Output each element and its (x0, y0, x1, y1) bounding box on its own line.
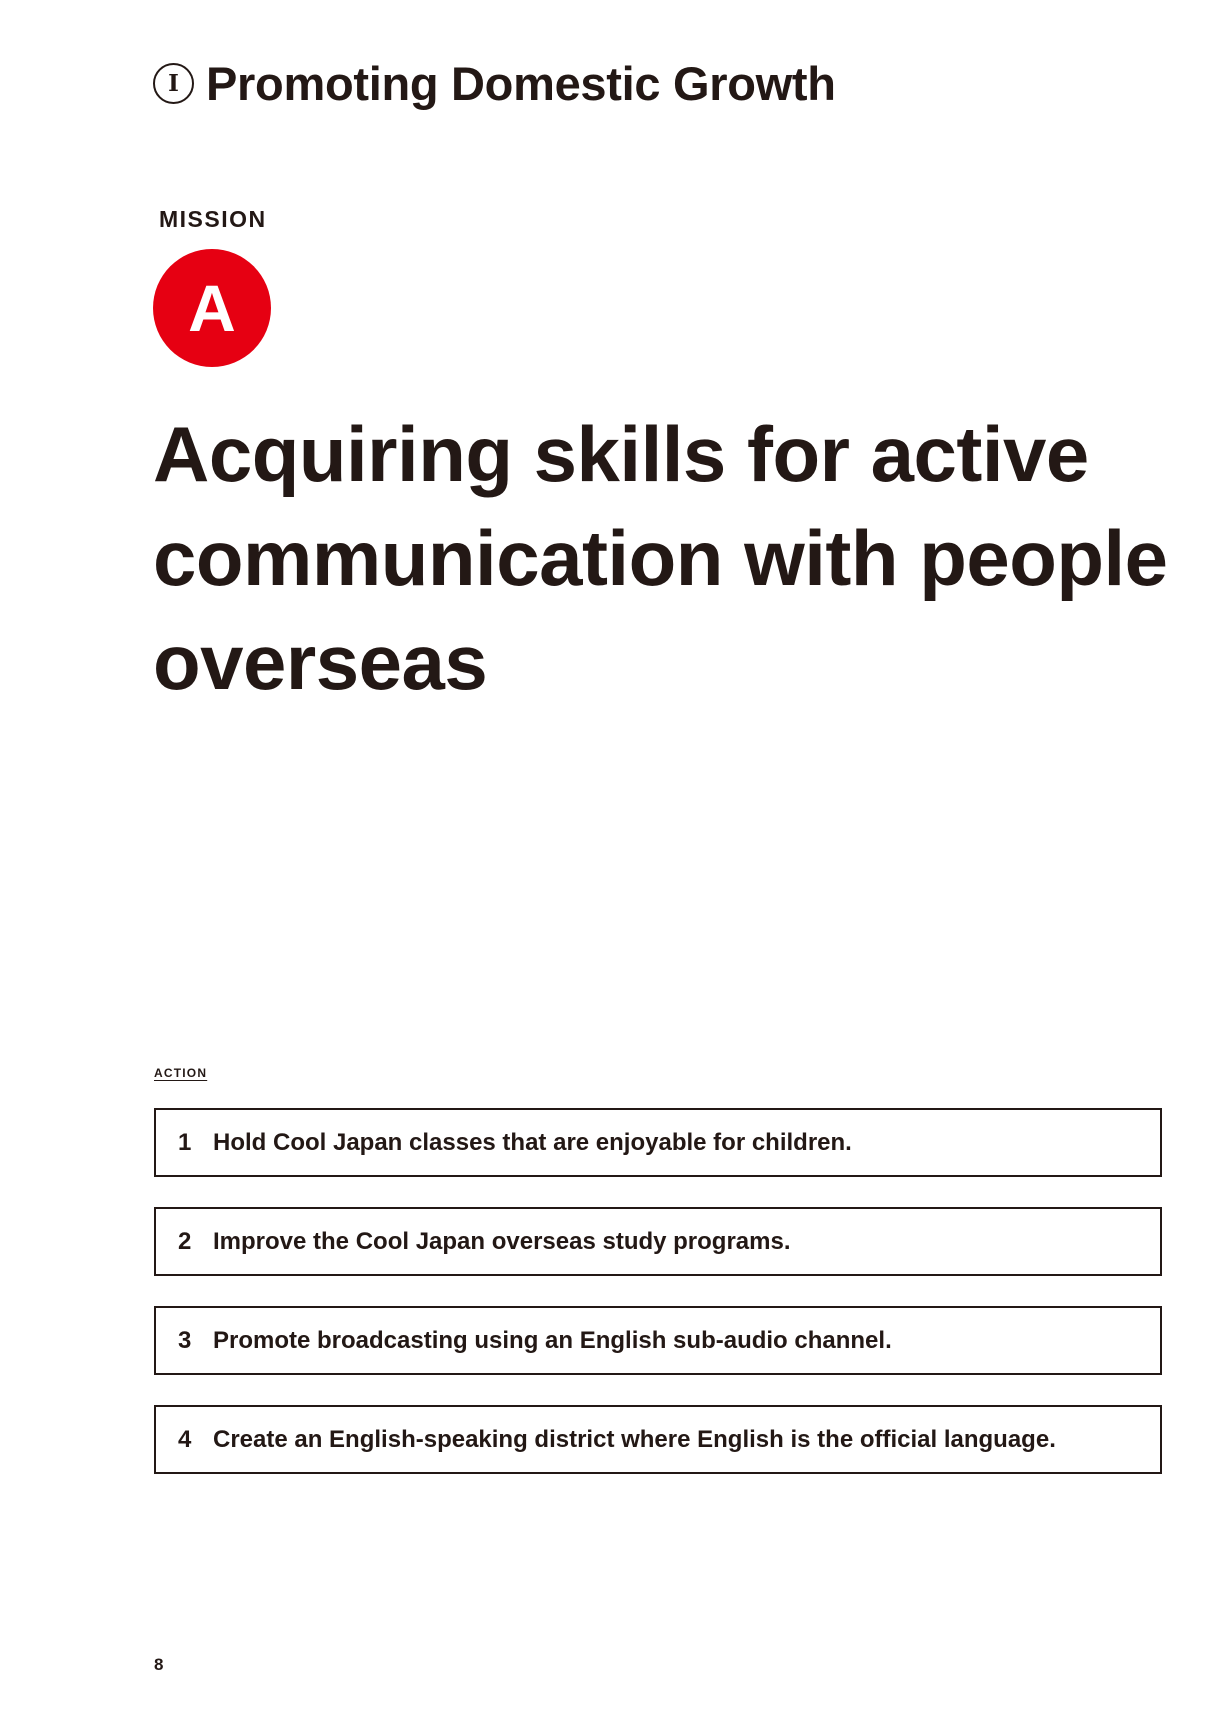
action-number: 1 (178, 1128, 192, 1156)
action-text: Promote broadcasting using an English sub-audio channel. (213, 1326, 892, 1354)
action-text: Create an English-speaking district where English is the official language. (213, 1425, 1056, 1453)
action-item-4 (154, 1405, 1162, 1474)
action-list (154, 1108, 1162, 1504)
action-number: 2 (178, 1227, 192, 1255)
mission-title: Acquiring skills for active communication with people overseas (153, 410, 1168, 706)
action-text: Hold Cool Japan classes that are enjoyable for children. (213, 1128, 852, 1156)
action-item-3 (154, 1306, 1162, 1375)
section-title: Promoting Domestic Growth (206, 56, 836, 110)
action-label: ACTION (154, 1066, 208, 1080)
action-number: 4 (178, 1425, 192, 1453)
action-text: Improve the Cool Japan overseas study programs. (213, 1227, 791, 1255)
section-numeral-icon: I (153, 63, 194, 104)
mission-label: MISSION (159, 206, 267, 232)
action-item-2 (154, 1207, 1162, 1276)
mission-badge: A (153, 249, 271, 367)
action-item-1 (154, 1108, 1162, 1177)
page-number: 8 (154, 1655, 164, 1674)
action-number: 3 (178, 1326, 192, 1354)
section-header (153, 50, 836, 116)
